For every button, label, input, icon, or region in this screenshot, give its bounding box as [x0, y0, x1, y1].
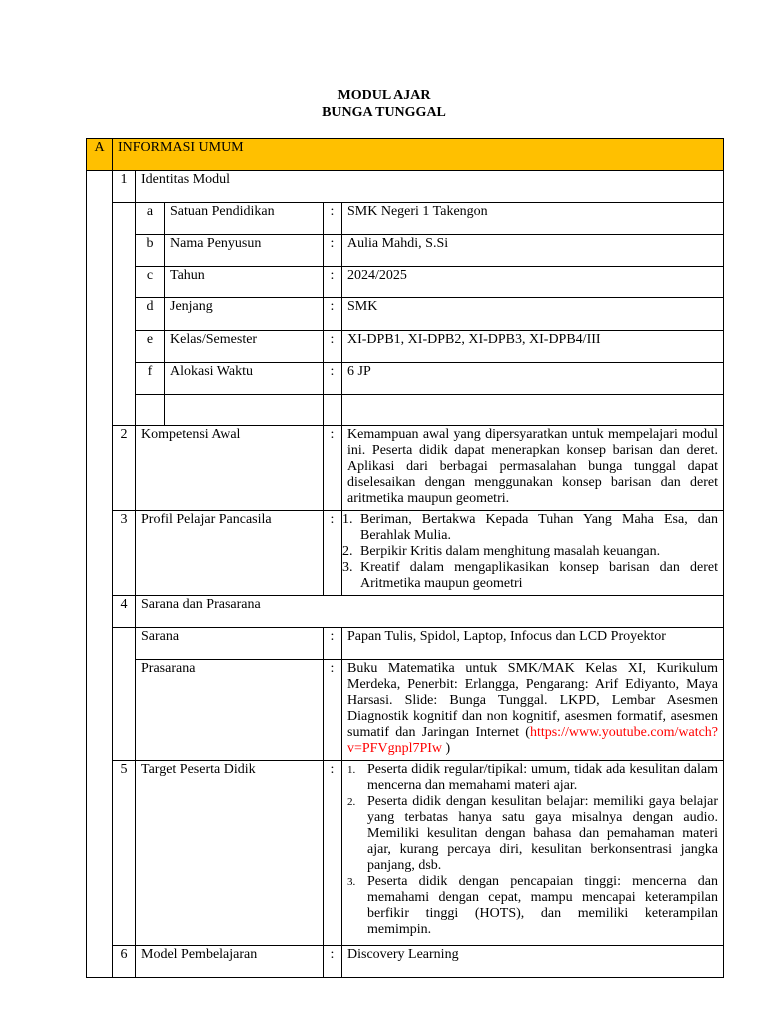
list-number: 2. [342, 544, 353, 559]
row-label: Jenjang [164, 297, 324, 331]
list-item [347, 874, 718, 938]
sarana-label: Sarana [135, 627, 324, 660]
section-a-spacer [86, 170, 113, 978]
number-spacer [112, 202, 136, 426]
row-label: Alokasi Waktu [164, 362, 324, 395]
row-value: 6 JP [341, 362, 724, 395]
row-separator: : [323, 330, 342, 363]
list-number: 1. [347, 764, 356, 776]
document-subtitle: BUNGA TUNGGAL [322, 105, 446, 120]
empty-cell [341, 394, 724, 426]
row-value: 2024/2025 [341, 266, 724, 298]
profil-list [341, 510, 724, 596]
row-key: d [135, 297, 165, 331]
list-number: 1. [342, 512, 353, 527]
item-number: 3 [112, 510, 136, 596]
row-label: Tahun [164, 266, 324, 298]
document-title: MODUL AJAR [337, 88, 431, 103]
list-text: Berpikir Kritis dalam menghitung masalah keuangan. [360, 544, 661, 559]
identitas-label: Identitas Modul [135, 170, 724, 203]
kompetensi-label: Kompetensi Awal [135, 425, 324, 511]
prasarana-label: Prasarana [135, 659, 324, 761]
list-item [347, 762, 718, 794]
row-key: f [135, 362, 165, 395]
kompetensi-value: Kemampuan awal yang dipersyaratkan untuk mempelajari modul ini. Peserta didik dapat menerapkan konsep barisan dan deret. Aplikasi dari berbagai permasalahan bunga tunggal dapat diselesaikan dengan menggunakan konsep barisan dan deret aritmetika maupun geometri. [341, 425, 724, 511]
item-number: 2 [112, 425, 136, 511]
list-text: Kreatif dalam mengaplikasikan konsep barisan dan deret Aritmetika maupun geometri [360, 560, 718, 591]
item-number: 1 [112, 170, 136, 203]
row-key: c [135, 266, 165, 298]
sarana-value: Papan Tulis, Spidol, Laptop, Infocus dan LCD Proyektor [341, 627, 724, 660]
row-separator: : [323, 202, 342, 235]
row-separator: : [323, 945, 342, 978]
list-number: 3. [342, 560, 353, 575]
list-text: Peserta didik regular/tipikal: umum, tidak ada kesulitan dalam mencerna dan memahami materi ajar. [367, 762, 718, 793]
row-separator: : [323, 659, 342, 761]
target-list [341, 760, 724, 946]
list-text: Beriman, Bertakwa Kepada Tuhan Yang Maha Esa, dan Berahlak Mulia. [360, 512, 718, 543]
list-text: Peserta didik dengan pencapaian tinggi: mencerna dan memahami dengan cepat, mampu mencapai keterampilan berfikir tinggi (HOTS), dan memiliki keterampilan memimpin. [367, 874, 718, 937]
list-item [347, 794, 718, 874]
link-close: ) [442, 741, 451, 756]
row-separator: : [323, 627, 342, 660]
row-key: e [135, 330, 165, 363]
row-key: b [135, 234, 165, 267]
row-key: a [135, 202, 165, 235]
section-heading: INFORMASI UMUM [112, 138, 724, 171]
sarana-prasarana-label: Sarana dan Prasarana [135, 595, 724, 628]
row-separator: : [323, 297, 342, 331]
row-value: SMK Negeri 1 Takengon [341, 202, 724, 235]
list-item [342, 512, 718, 544]
target-label: Target Peserta Didik [135, 760, 324, 946]
row-separator: : [323, 760, 342, 946]
number-spacer [112, 627, 136, 761]
section-letter: A [86, 138, 113, 171]
youtube-link[interactable]: https://www.youtube.com/watch?v=PFVgnpl7PIw [347, 725, 719, 756]
row-separator: : [323, 234, 342, 267]
list-number: 3. [347, 876, 356, 888]
model-value: Discovery Learning [341, 945, 724, 978]
row-separator: : [323, 266, 342, 298]
list-item [342, 544, 718, 560]
item-number: 6 [112, 945, 136, 978]
row-separator: : [323, 362, 342, 395]
link-open: ( [525, 725, 530, 740]
item-number: 5 [112, 760, 136, 946]
prasarana-text: Buku Matematika untuk SMK/MAK Kelas XI, Kurikulum Merdeka, Penerbit: Erlangga, Pengarang: Arif Ediyanto, Maya Harsasi. Slide: Bunga Tunggal. LKPD, Lembar Asesmen Diagnostik kognitif dan non kognitif, asesmen formatif, asesmen sumatif dan Jaringan Internet [347, 661, 718, 740]
row-value: SMK [341, 297, 724, 331]
list-text: Peserta didik dengan kesulitan belajar: memiliki gaya belajar yang terbatas hanya satu gaya misalnya dengan audio. Memiliki kesulitan dengan bahasa dan pemahaman materi ajar, kurang percaya diri, kesulitan berkonsentrasi jangka panjang, dsb. [367, 794, 718, 873]
row-value: XI-DPB1, XI-DPB2, XI-DPB3, XI-DPB4/III [341, 330, 724, 363]
item-number: 4 [112, 595, 136, 628]
row-label: Kelas/Semester [164, 330, 324, 363]
row-separator: : [323, 510, 342, 596]
list-item [342, 560, 718, 592]
empty-cell [323, 394, 342, 426]
row-value: Aulia Mahdi, S.Si [341, 234, 724, 267]
model-label: Model Pembelajaran [135, 945, 324, 978]
list-number: 2. [347, 796, 356, 808]
prasarana-value [341, 659, 724, 761]
row-label: Nama Penyusun [164, 234, 324, 267]
empty-cell [164, 394, 324, 426]
profil-label: Profil Pelajar Pancasila [135, 510, 324, 596]
empty-cell [135, 394, 165, 426]
row-label: Satuan Pendidikan [164, 202, 324, 235]
row-separator: : [323, 425, 342, 511]
